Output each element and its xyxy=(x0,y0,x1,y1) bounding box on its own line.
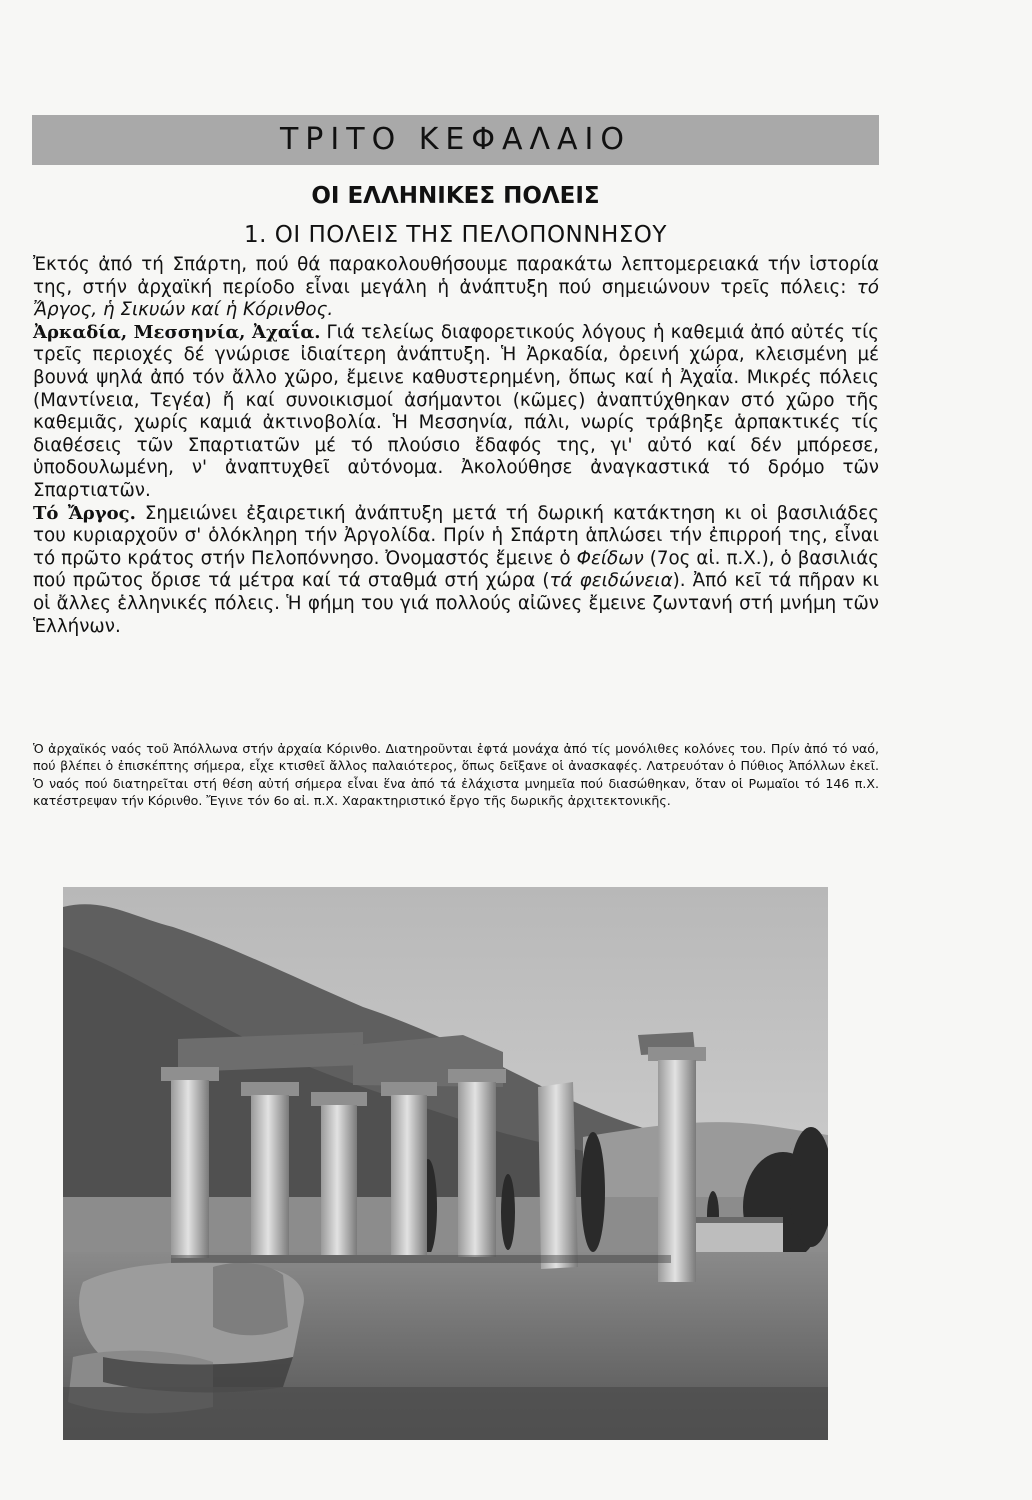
paragraph-argos-heading: Τό Ἄργος. xyxy=(33,502,136,524)
temple-photo xyxy=(63,887,828,1440)
paragraph-argos-pheidoneia: τά φειδώνεια xyxy=(549,570,673,592)
paragraph-intro-text: Ἐκτός ἀπό τή Σπάρτη, πού θά παρακολουθήσουμε παρακάτω λεπτομερειακά τήν ἱστορία της, στήν ἀρχαϊκή περίοδο εἶναι μεγάλη ἡ ἀνάπτυξη πού σημειώνουν τρεῖς πόλεις: xyxy=(33,254,879,298)
photo-caption: Ὁ ἀρχαϊκός ναός τοῦ Ἀπόλλωνα στήν ἀρχαία Κόρινθο. Διατηροῦνται ἑφτά μονάχα ἀπό τίς μονόλιθες κολόνες του. Πρίν ἀπό τό ναό, πού βλέπει ὁ ἐπισκέπτης σήμερα, εἶχε κτισθεῖ ἄλλος παλαιότερος, ὅπως δεῖξανε οἱ ἀνασκαφές. Λατρευόταν ὁ Πύθιος Ἀπόλλων ἐκεῖ. Ὁ ναός πού διατηρεῖται στή θέση αὐτή σήμερα εἶναι ἕνα ἀπό τά ἐλάχιστα μνημεῖα πού διασώθηκαν, ὅταν οἱ Ρωμαῖοι τό 146 π.Χ. κατέστρεψαν τήν Κόρινθο. Ἔγινε τόν 6ο αἰ. π.Χ. Χαρακτηριστικό ἔργο τῆς δωρικῆς ἀρχιτεκτονικῆς. xyxy=(33,741,879,809)
building xyxy=(683,1222,783,1257)
temple-of-apollo-illustration xyxy=(63,887,828,1440)
paragraph-arcadia-text: Γιά τελείως διαφορετικούς λόγους ἡ καθεμιά ἀπό αὐτές τίς τρεῖς περιοχές δέ γνώρισε ἰδιαίτερη ἀνάπτυξη. Ἡ Ἀρκαδία, ὀρεινή χώρα, κλεισμένη μέ βουνά ψηλά ἀπό τόν ἄλλο χῶρο, ἔμεινε καθυστερημένη, ὅπως καί ἡ Ἀχαΐα. Μικρές πόλεις (Μαντίνεια, Τεγέα) ἤ καί συνοικισμοί ἀσήμαντοι (κῶμες) ἀναπτύχθηκαν στό χῶρο τῆς καθεμιᾶς, χωρίς καμιά ἀκτινοβολία. Ἡ Μεσσηνία, πάλι, νωρίς τράβηξε ἁρπακτικές τίς διαθέσεις τῶν Σπαρτιατῶν μέ τό πλούσιο ἔδαφός της, γι' αὐτό καί δέν μπόρεσε, ὑποδουλωμένη, ν' ἀναπτυχθεῖ αὐτόνομα. Ἀκολούθησε ἀναγκαστικά τό δρόμο τῶν Σπαρτιατῶν. xyxy=(33,321,879,501)
foreground-grass xyxy=(63,1387,828,1440)
section-title: ΟΙ ΕΛΛΗΝΙΚΕΣ ΠΟΛΕΙΣ xyxy=(311,183,600,209)
subsection-title: 1. ΟΙ ΠΟΛΕΙΣ ΤΗΣ ΠΕΛΟΠΟΝΝΗΣΟΥ xyxy=(244,222,667,248)
paragraph-argos xyxy=(33,503,879,639)
paragraph-argos-pheidon: Φείδων xyxy=(576,547,644,569)
chapter-banner xyxy=(32,115,879,165)
chapter-title: ΤΡΙΤΟ ΚΕΦΑΛΑΙΟ xyxy=(279,122,631,157)
paragraph-arcadia-heading: Ἀρκαδία, Μεσσηνία, Ἀχαΐα. xyxy=(33,321,321,343)
paragraph-intro-cities: τό Ἄργος, ἡ Σικυών καί ἡ Κόρινθος. xyxy=(33,276,879,321)
paragraph-argos-text-a: Σημειώνει ἐξαιρετική ἀνάπτυξη μετά τή δωρική κατάκτηση κι οἱ βασιλιάδες του κυριαρχοῦν σ' ὁλόκληρη τήν Ἀργολίδα. Πρίν ἡ Σπάρτη ἁπλώσει τήν ἐπιρροή της, εἶναι τό πρῶτο κράτος στήν Πελοπόννησο. Ὀνομαστός ἔμεινε ὁ xyxy=(33,502,879,569)
paragraph-argos-text-c: ). Ἀπό κεῖ τά πῆραν κι οἱ ἄλλες ἑλληνικές πόλεις. Ἡ φήμη του γιά πολλούς αἰῶνες ἔμεινε ζωντανή στή μνήμη τῶν Ἑλλήνων. xyxy=(33,570,879,637)
paragraph-intro xyxy=(33,254,879,322)
paragraph-argos-text-b: (7ος αἰ. π.Χ.), ὁ βασιλιάς πού πρῶτος ὅρισε τά μέτρα καί τά σταθμά στή χώρα ( xyxy=(33,547,879,592)
paragraph-arcadia xyxy=(33,322,879,503)
body-text xyxy=(33,254,879,638)
